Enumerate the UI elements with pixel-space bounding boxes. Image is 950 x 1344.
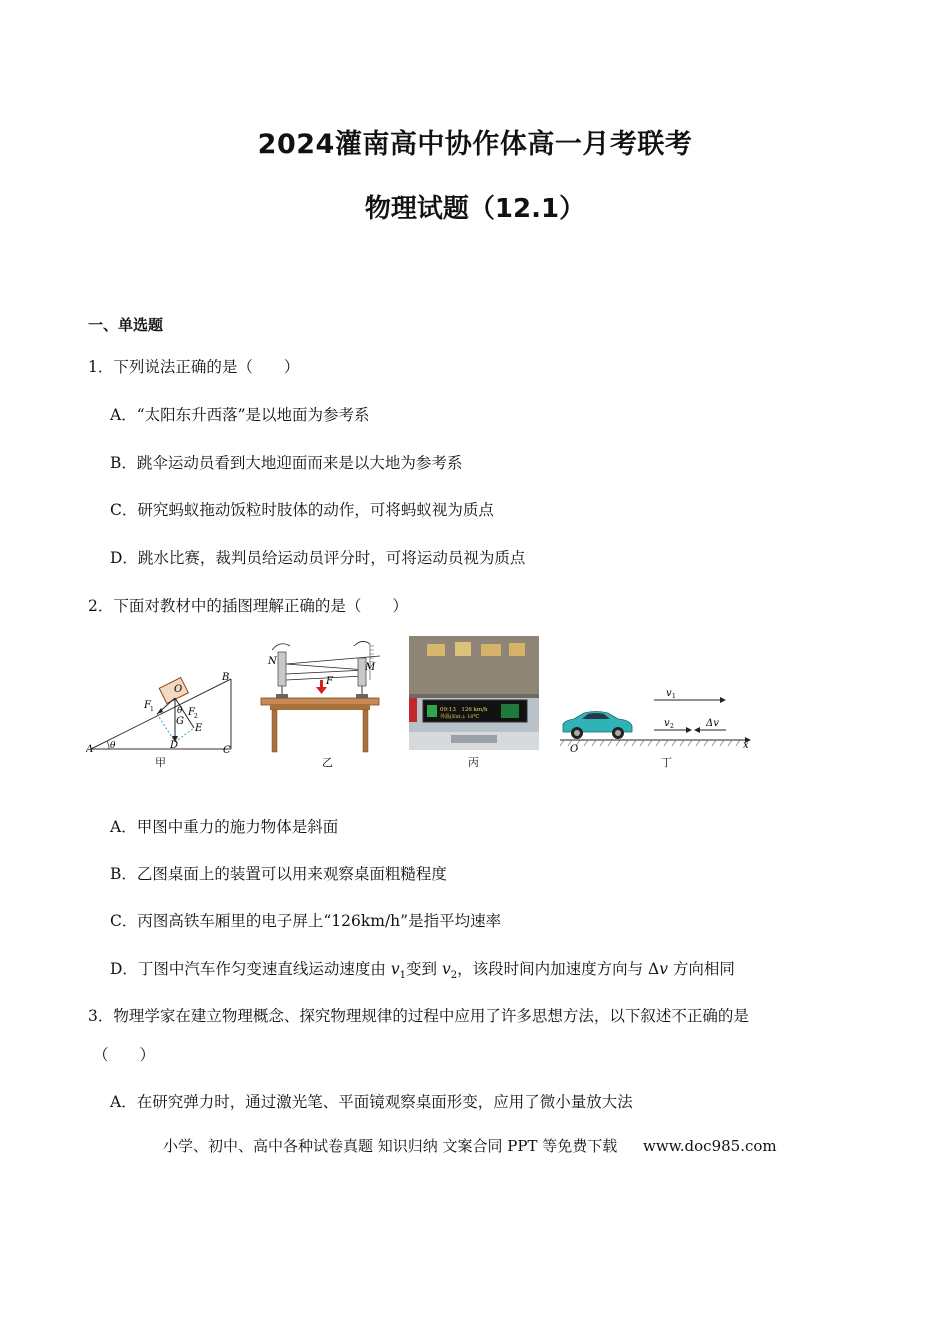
label-v2-sub: 2 [670, 723, 674, 730]
question-2-option-b: B．乙图桌面上的装置可以用来观察桌面粗糙程度 [110, 865, 447, 883]
caption-ding: 丁 [661, 756, 672, 769]
label-o: O [174, 684, 183, 695]
label-f: F [326, 676, 333, 687]
page-subtitle: 物理试题（12.1） [364, 194, 586, 224]
label-g: G [176, 716, 184, 727]
question-2-stem: 2．下面对教材中的插图理解正确的是（ ） [88, 597, 408, 615]
label-a: A [86, 744, 94, 754]
label-n: N [268, 656, 277, 667]
footer [163, 1135, 786, 1156]
figure-ding-car-velocity-diagram [560, 636, 755, 754]
label-f1: F [144, 700, 151, 711]
label-f1-sub: 1 [150, 706, 154, 713]
figure-jia-incline-diagram [86, 636, 236, 754]
question-1-option-a: A．“太阳东升西落”是以地面为参考系 [110, 406, 370, 424]
label-d: D [170, 740, 179, 751]
label-x-axis: x [743, 740, 749, 751]
label-origin: O [570, 744, 579, 754]
question-3-option-a: A．在研究弹力时，通过激光笔、平面镜观察桌面形变，应用了微小量放大法 [110, 1093, 633, 1111]
car-icon [563, 712, 632, 740]
label-e: E [195, 723, 203, 734]
question-3-stem-line-2: （ ） [93, 1046, 156, 1064]
question-2-option-c: C．丙图高铁车厢里的电子屏上“126km/h”是指平均速率 [110, 912, 502, 930]
page-title: 2024灌南高中协作体高一月考联考 [257, 129, 693, 160]
caption-yi: 乙 [322, 756, 333, 769]
label-m: M [365, 662, 376, 673]
label-f2-sub: 2 [194, 713, 198, 720]
label-f2: F [188, 707, 195, 718]
question-2-option-d: D．丁图中汽车作匀变速直线运动速度由 $v_1$变到 $v_2$，该段时间内加速度方向与 Δv 方向相同 [110, 960, 735, 982]
screen-line-1: 09:13 126 km/h [440, 707, 488, 713]
footer-url: www.doc985.com [643, 1137, 777, 1155]
label-v1-sub: 1 [672, 693, 676, 700]
question-2-option-a: A．甲图中重力的施力物体是斜面 [110, 818, 339, 836]
caption-bing: 丙 [468, 756, 479, 769]
figure-bing-train-screen-photo [409, 636, 539, 750]
question-1-option-d: D．跳水比赛，裁判员给运动员评分时，可将运动员视为质点 [110, 549, 526, 567]
question-1-option-c: C．研究蚂蚁拖动饭粒时肢体的动作，可将蚂蚁视为质点 [110, 501, 494, 519]
section-heading: 一、单选题 [88, 316, 164, 334]
label-theta-top: θ [177, 706, 183, 716]
question-1-stem: 1．下列说法正确的是（ ） [88, 358, 300, 376]
caption-jia: 甲 [155, 756, 166, 769]
label-theta: θ [110, 741, 116, 751]
question-3-stem: 3．物理学家在建立物理概念、探究物理规律的过程中应用了许多思想方法，以下叙述不正确的是 [88, 1007, 749, 1025]
label-b: B [222, 672, 230, 683]
screen-line-2: 外温(Ext.): 10℃ [440, 714, 480, 720]
footer-text: 小学、初中、高中各种试卷真题 知识归纳 文案合同 PPT 等免费下载 [163, 1137, 618, 1155]
label-delta-v: Δv [706, 718, 719, 729]
figure-yi-table-mirror-diagram [258, 636, 383, 754]
label-v2: v [664, 718, 670, 729]
label-v1: v [666, 688, 672, 699]
question-1-option-b: B．跳伞运动员看到大地迎面而来是以大地为参考系 [110, 454, 463, 472]
label-c: C [223, 745, 231, 754]
